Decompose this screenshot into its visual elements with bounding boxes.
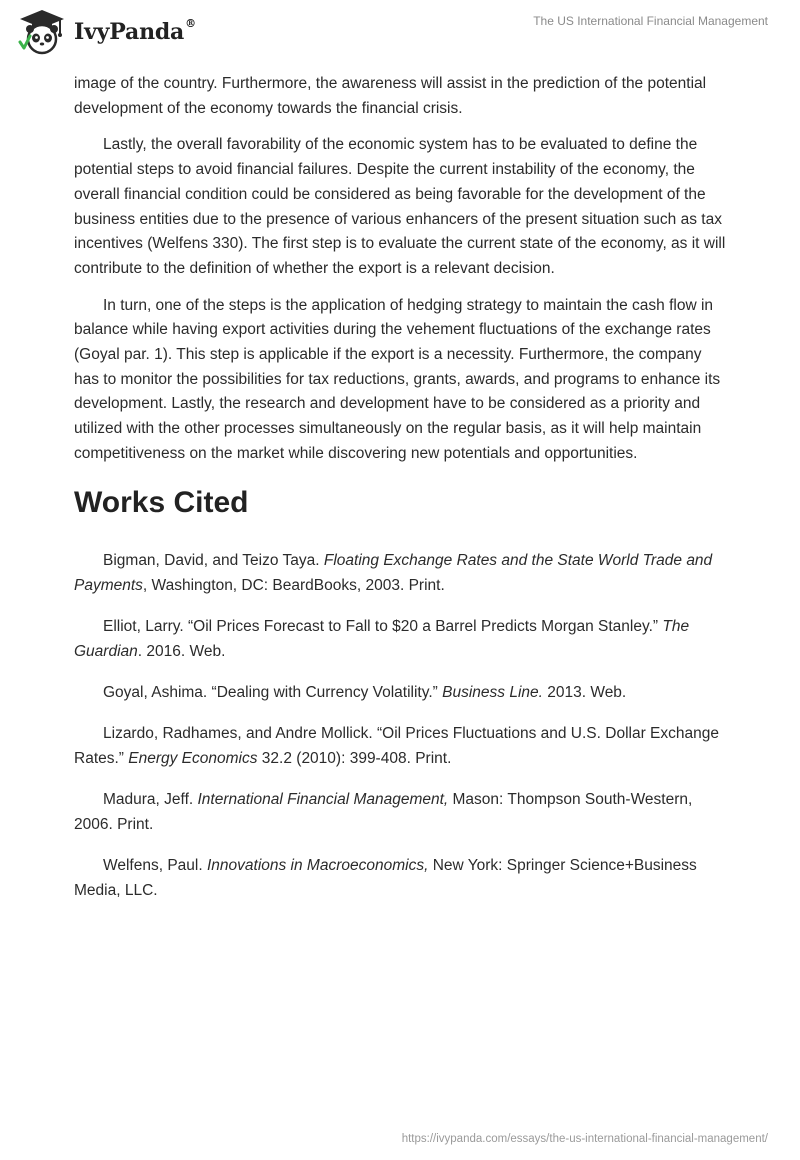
works-cited-heading: Works Cited: [74, 485, 249, 519]
citation-entry: Bigman, David, and Teizo Taya. Floating Exchange Rates and the State World Trade and Payments, Washington, DC: BeardBooks, 2003. Print.: [74, 551, 713, 594]
document-title: The US International Financial Management: [533, 14, 768, 28]
body-paragraph: Lastly, the overall favorability of the economic system has to be evaluated to define the potential steps to avoid financial failures. Despite the current instability of the economy, the overall financial condition could be considered as being favorable for the development of the business entities due to the presence of various enhancers of the present situation such as tax incentives (Welfens 330). The first step is to evaluate the current state of the economy, as it will contribute to the definition of whether the export is a relevant decision.: [74, 136, 726, 277]
citation-entry: Goyal, Ashima. “Dealing with Currency Volatility.” Business Line. 2013. Web.: [103, 683, 627, 701]
page-header: [0, 0, 800, 60]
citation-entry: Welfens, Paul. Innovations in Macroeconomics, New York: Springer Science+Business Media, LLC.: [74, 856, 697, 899]
brand-logo[interactable]: [14, 8, 196, 56]
body-paragraph: In turn, one of the steps is the application of hedging strategy to maintain the cash flow in balance while having export activities during the vehement fluctuations of the exchange rates (Goyal par. 1). This step is applicable if the export is a necessity. Furthermore, the company has to monitor the possibilities for tax reductions, grants, awards, and programs to enhance its development. Lastly, the research and development have to be considered as a priority and utilized with the other processes simultaneously on the regular basis, as it will help maintain competitiveness on the market while discovering new potentials and opportunities.: [74, 296, 721, 462]
source-url[interactable]: https://ivypanda.com/essays/the-us-international-financial-management/: [401, 1133, 768, 1145]
citation-entry: Elliot, Larry. “Oil Prices Forecast to Fall to $20 a Barrel Predicts Morgan Stanley.” The Guardian. 2016. Web.: [74, 617, 690, 660]
brand-name: IvyPanda®: [74, 16, 196, 45]
citation-entry: Madura, Jeff. International Financial Management, Mason: Thompson South-Western, 2006. Print.: [74, 790, 693, 833]
essay-content: [74, 72, 730, 919]
citation-entry: Lizardo, Radhames, and Andre Mollick. “Oil Prices Fluctuations and U.S. Dollar Exchange Rates.” Energy Economics 32.2 (2010): 399-408. Print.: [74, 724, 719, 767]
panda-graduate-icon: [14, 8, 70, 56]
body-paragraph: image of the country. Furthermore, the awareness will assist in the prediction of the potential development of the economy towards the financial crisis.: [74, 75, 707, 117]
